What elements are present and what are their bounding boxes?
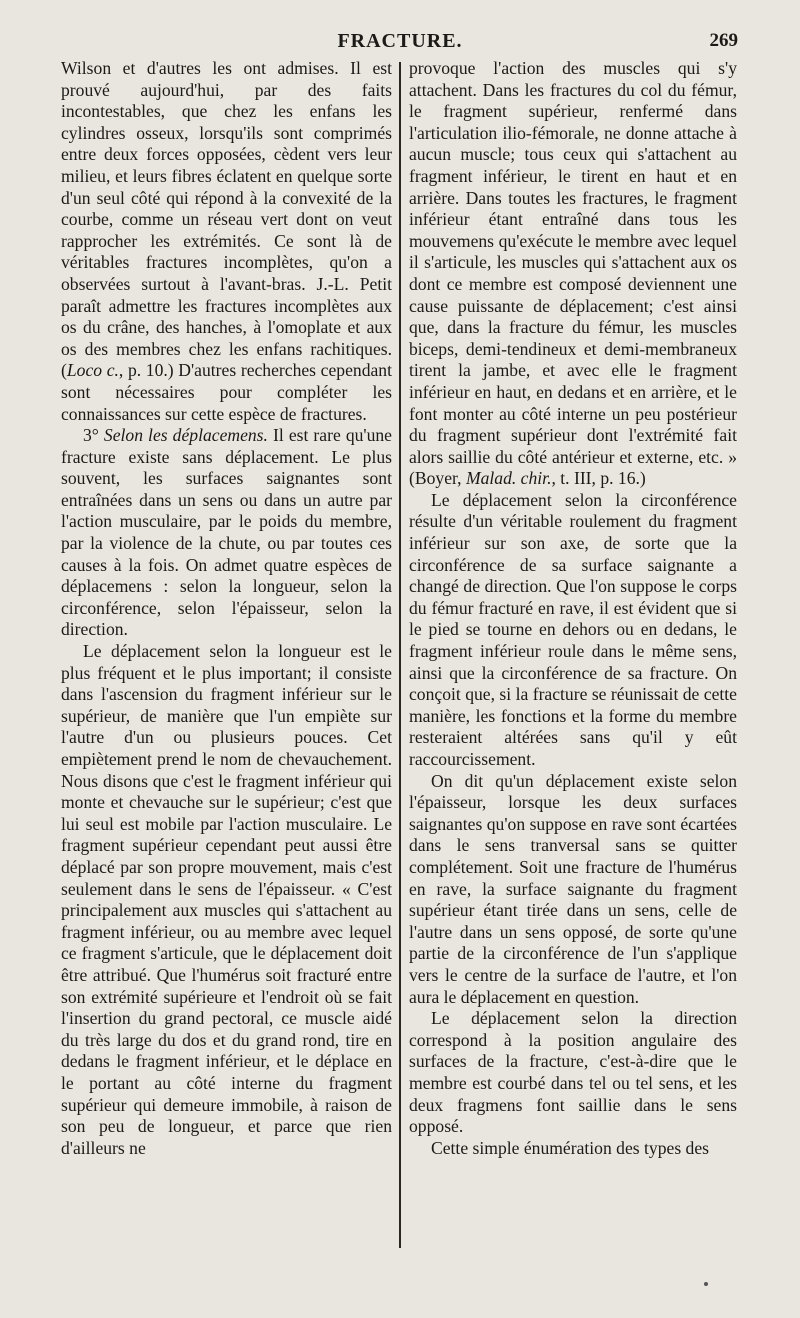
running-header bbox=[0, 30, 800, 54]
section-heading: Selon les déplacemens. bbox=[103, 425, 268, 446]
paragraph: 3° Selon les déplacemens. Il est rare qu'une fracture existe sans déplacement. Le plus souvent, les surfaces saignantes sont entraînées dans un sens ou dans un autre par l'action musculaire, par le poids du membre, par la violence de la chute, ou par toutes ces causes à la fois. On admet quatre espèces de déplacemens : selon la longueur, selon la circonférence, selon l'épaisseur, selon la direction. bbox=[61, 425, 392, 640]
page-number: 269 bbox=[709, 30, 738, 51]
citation: Loco c. bbox=[66, 360, 119, 381]
paragraph: On dit qu'un déplacement existe selon l'épaisseur, lorsque les deux surfaces saignantes qu'on suppose en rave sont écartées dans le sens tranversal sans se quitter complétement. Soit une fracture de l'humérus en rave, la surface saignante du fragment supérieur étant tirée dans un sens, celle de l'autre dans un sens opposé, de sorte qu'une partie de la circonférence de l'un s'applique vers le centre de la surface de l'autre, et l'on aura le déplacement en question. bbox=[409, 770, 737, 1007]
column-divider bbox=[399, 62, 401, 1248]
paragraph: Le déplacement selon la direction correspond à la position angulaire des surfaces de la fracture, c'est-à-dire que le membre est courbé dans tel ou tel sens, et les deux fragmens font saillie dans le sens opposé. bbox=[409, 1008, 737, 1137]
left-column bbox=[61, 58, 392, 1159]
right-column bbox=[409, 58, 737, 1159]
citation: Malad. chir. bbox=[465, 468, 552, 489]
page-title: FRACTURE. bbox=[337, 30, 463, 52]
paragraph: Le déplacement selon la longueur est le plus fréquent et le plus important; il consiste dans l'ascension du fragment inférieur sur le supérieur, de manière que l'un empiète sur l'autre d'un ou plusieurs pouces. Cet empiètement prend le nom de chevauchement. Nous disons que c'est le fragment inférieur qui monte et chevauche sur le supérieur; c'est que lui seul est mobile par l'action musculaire. Le fragment supérieur cependant peut aussi être déplacé par son propre mouvement, mais c'est seulement dans le sens de l'épaisseur. « C'est principalement aux muscles qui s'attachent au fragment inférieur, ou au membre avec lequel ce fragment s'articule, que le déplacement doit être attribué. Que l'humérus soit fracturé entre son extrémité supérieure et l'endroit où se fait l'insertion du grand pectoral, ce muscle aidé du très large du dos et du grand rond, tire en dedans le fragment inférieur, et le déplace en le portant au côté interne du fragment supérieur qui demeure immobile, à raison de son peu de longueur, et parce que rien d'ailleurs ne bbox=[61, 641, 392, 1158]
ink-speck bbox=[704, 1282, 708, 1286]
paragraph: Cette simple énumération des types des bbox=[431, 1137, 710, 1158]
paragraph: provoque l'action des muscles qui s'y attachent. Dans les fractures du col du fémur, le fragment supérieur, renfermé dans l'articulation ilio-fémorale, ne donne attache à aucun muscle; tous ceux qui s'attachent au fragment inférieur, le tirent en haut et en arrière. Dans toutes les fractures, le fragment inférieur étant entraîné dans tous les mouvemens qu'exécute le membre avec lequel il s'articule, les muscles qui s'attachent aux os dont ce membre est composé deviennent une cause puissante de déplacement; c'est ainsi que, dans la fracture du fémur, les muscles biceps, demi-tendineux et demi-membraneux tirent la jambe, et avec elle le fragment inférieur en haut, en dedans et en arrière, et le font monter au côté interne un peu postérieur du fragment supérieur dont l'extrémité fait alors saillie du côté antérieur et externe, etc. » (Boyer, Malad. chir., t. III, p. 16.) bbox=[409, 58, 737, 489]
paragraph: Wilson et d'autres les ont admises. Il est prouvé aujourd'hui, par des faits incontestables, que chez les enfans les cylindres osseux, lorsqu'ils sont comprimés entre deux forces opposées, cèdent vers leur milieu, et leurs fibres éclatent en quelque sorte d'un seul côté qui répond à la convexité de la courbe, comme un réseau vert dont on veut rapprocher les extrémités. Ce sont là de véritables fractures incomplètes, qu'on a observées surtout à l'avant-bras. J.-L. Petit paraît admettre les fractures incomplètes aux os du crâne, des hanches, à l'omoplate et aux os des membres chez les enfans rachitiques. (Loco c., p. 10.) D'autres recherches cependant sont nécessaires pour compléter les connaissances sur cette espèce de fractures. bbox=[61, 58, 392, 424]
paragraph: Le déplacement selon la circonférence résulte d'un véritable roulement du fragment inférieur sur son axe, de sorte que la circonférence de sa surface saignante a changé de direction. Que l'on suppose le corps du fémur fracturé en rave, il est évident que si le pied se tourne en dehors ou en dedans, le fragment inférieur roule dans le même sens, ainsi que la circonférence de sa fracture. On conçoit que, si la fracture se réunissait de cette manière, les fonctions et la forme du membre resteraient altérées sans qu'il y eût raccourcissement. bbox=[409, 489, 737, 769]
